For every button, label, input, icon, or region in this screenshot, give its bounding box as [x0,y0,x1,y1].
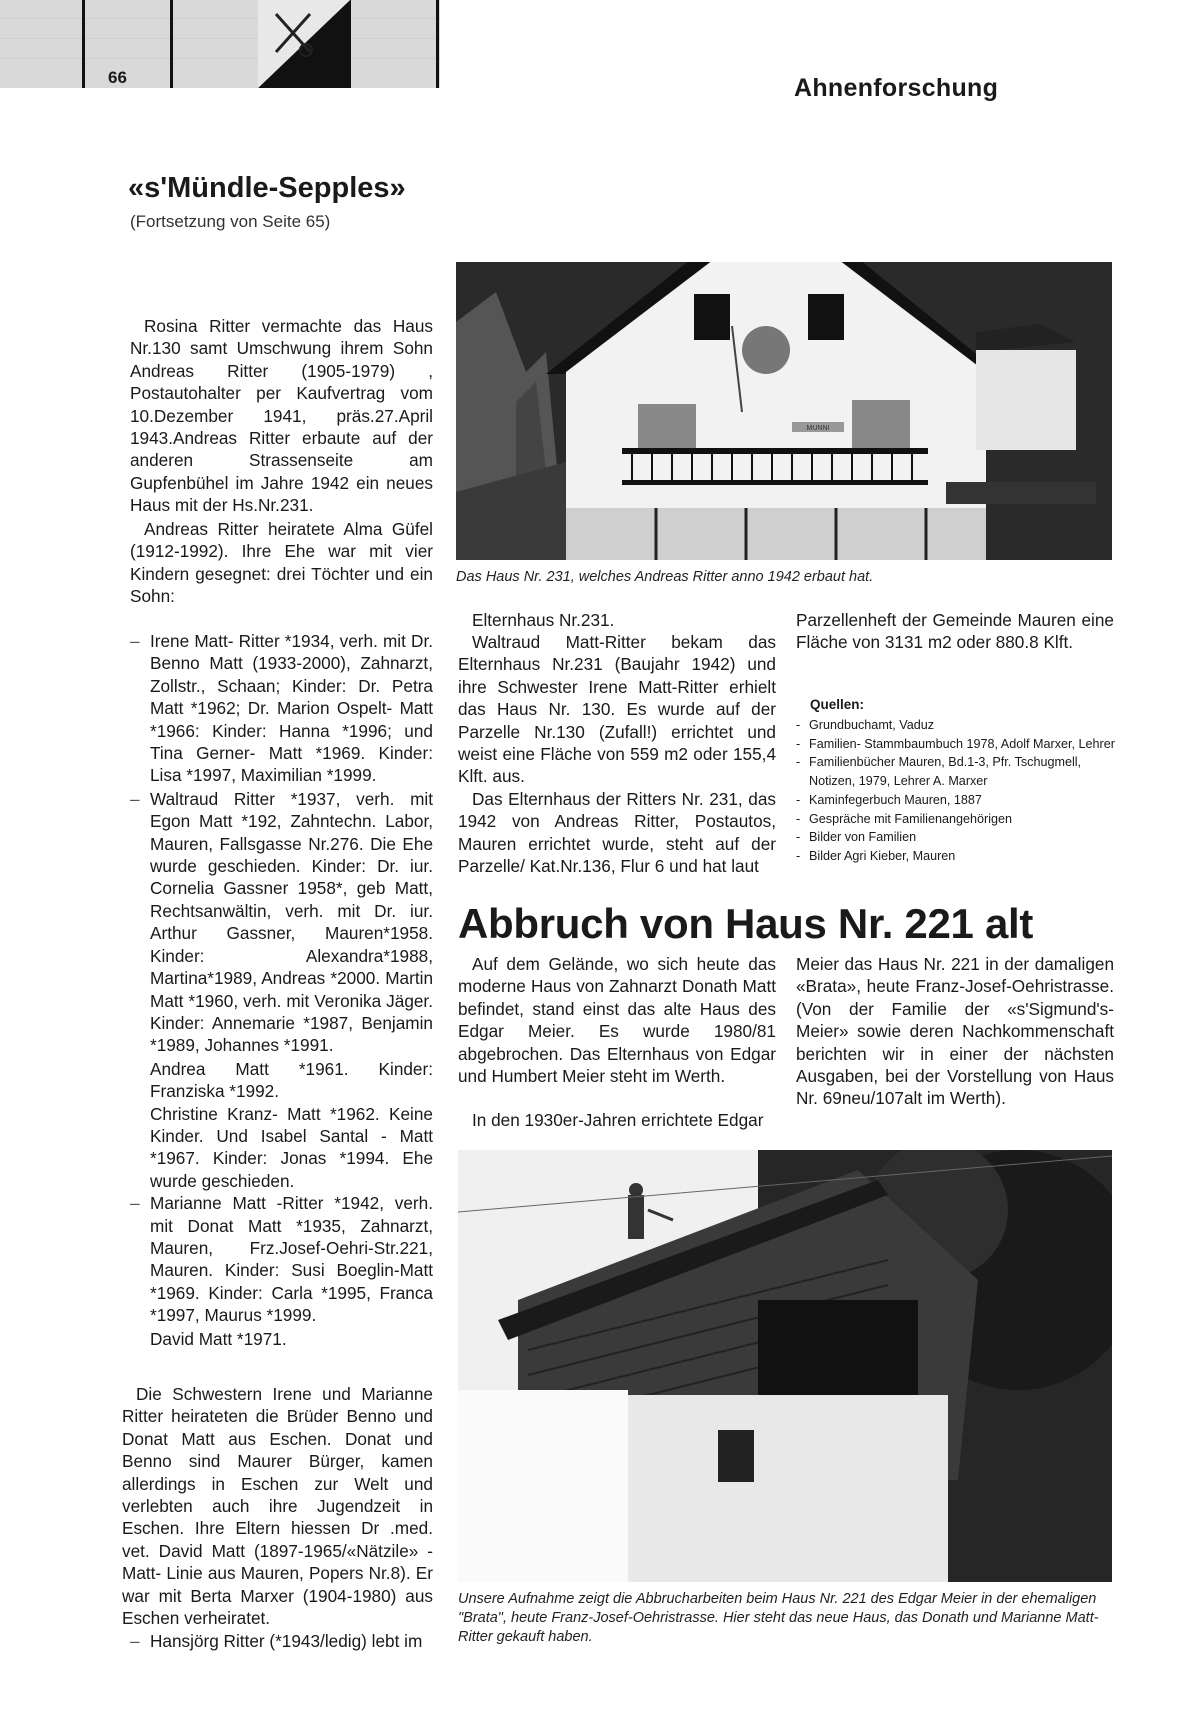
header-rule [0,38,440,39]
source-item: - Bilder Agri Kieber, Mauren [796,847,1118,866]
list-subitem: David Matt *1971. [150,1328,287,1349]
paragraph-middle-3: Das Elternhaus der Ritters Nr. 231, das 1942 von Andreas Ritter, Postautos, Mauren errichtet wurde, steht auf der Parzelle/ Kat.Nr.136, Flur 6 und hat laut [458,789,776,877]
children-list-continued [130,1630,433,1653]
paragraph-3: Die Schwestern Irene und Marianne Ritter heirateten die Brüder Benno und Donat Matt aus Eschen. Donat und Benno sind Maurer Bürger, kamen allerdings in Eschen zur Welt und verlebten auch ihre Jugendzeit in Eschen. Ihre Eltern hiessen Dr .med. vet. David Matt (1897-1965/«Nätzile» -Matt- Linie aus Mauren, Popers Nr.8). Er war mit Berta Marxer (1904-1980) aus Eschen verheiratet. [122,1384,433,1629]
house-sign: MUNNI [806,425,830,432]
source-item: - Bilder von Familien [796,828,1118,847]
header-divider [436,0,439,88]
paragraph-a2-middle-1: Auf dem Gelände, wo sich heute das moderne Haus von Zahnarzt Donath Matt befindet, stand einst das alte Haus des Edgar Meier. Es wurde 1980/81 abgebrochen. Das Elternhaus von Edgar und Humbert Meier steht im Werth. [458,954,776,1087]
paragraph-middle-2: Waltraud Matt-Ritter bekam das Elternhaus Nr.231 (Baujahr 1942) und ihre Schwester Irene Matt-Ritter erhielt das Haus Nr. 130. Es wurde auf der Parzelle Nr.130 (Zufall!) errichtet und weist eine Fläche von 559 m2 oder 155,4 Klft. aus. [458,632,776,787]
house-231-photo [456,262,1112,560]
list-item: – Irene Matt- Ritter *1934, verh. mit Dr. Benno Matt (1933-2000), Zahnarzt, Zollstr., Schaan; Kinder: Dr. Petra Matt *1962; Dr. Marion Ospelt- Matt *1966: Kinder: Hanna *1996; und Tina Gerner- Matt *1969. Kinder: Lisa *1997, Maximilian *1999. [130,630,433,787]
source-item: - Kaminfegerbuch Mauren, 1887 [796,791,1118,810]
page-number: 66 [108,68,127,87]
section-title: Ahnenforschung [794,74,999,102]
source-item: - Familien- Stammbaumbuch 1978, Adolf Marxer, Lehrer [796,735,1118,754]
paragraph-middle-1: Elternhaus Nr.231. [472,610,615,630]
paragraph-right-1: Parzellenheft der Gemeinde Mauren eine Fläche von 3131 m2 oder 880.8 Klft. [796,610,1114,653]
paragraph-1: Rosina Ritter vermachte das Haus Nr.130 samt Umschwung ihrem Sohn Andreas Ritter (1905-1979) , Postautohalter per Kaufvertrag vom 10.Dezember 1941, präs.27.April 1943.Andreas Ritter erbaute auf der anderen Strassenseite am Gupfenbühel im Jahre 1942 ein neues Haus mit der Hs.Nr.231. [130,316,433,516]
list-subitem: Christine Kranz- Matt *1962. Keine Kinder. Und Isabel Santal - Matt *1967. Kinder: Jonas *1994. Ehe wurde geschieden. [150,1103,433,1191]
paragraph-2: Andreas Ritter heiratete Alma Güfel (1912-1992). Ihre Ehe war mit vier Kindern gesegnet: drei Töchter und ein Sohn: [130,519,433,607]
article-2-title: Abbruch von Haus Nr. 221 alt [458,900,1034,947]
article-title: «s'Mündle-Sepples» [128,172,406,204]
demolition-photo [458,1150,1112,1582]
header-grid [0,0,440,88]
children-list [130,630,433,1350]
paragraph-a2-middle-2: In den 1930er-Jahren errichtete Edgar [472,1110,764,1130]
source-item: - Grundbuchamt, Vaduz [796,716,1118,735]
source-item: - Familienbücher Mauren, Bd.1-3, Pfr. Tschugmell, Notizen, 1979, Lehrer A. Marxer [796,753,1118,790]
header-rule [0,18,440,19]
header-rule [0,58,440,59]
list-item: – Marianne Matt -Ritter *1942, verh. mit Donat Matt *1935, Zahnarzt, Mauren, Frz.Josef-Oehri-Str.221, Mauren. Kinder: Susi Boeglin-Matt *1969. Kinder: Carla *1995, Franca *1997, Maurus *1999. [130,1192,433,1326]
photo-caption: Das Haus Nr. 231, welches Andreas Ritter anno 1942 erbaut hat. [456,569,874,585]
list-item: – Hansjörg Ritter (*1943/ledig) lebt im [130,1630,433,1652]
paragraph-a2-right-1: Meier das Haus Nr. 221 in der damaligen «Brata», heute Franz-Josef-Oehristrasse. (Von der Familie der «s'Sigmund's-Meier» sowie deren Nachkommenschaft berichten wir in einer der nächsten Ausgaben, bei der Vorstellung von Haus Nr. 69neu/107alt im Werth). [796,954,1114,1109]
list-item: – Waltraud Ritter *1937, verh. mit Egon Matt *192, Zahntechn. Labor, Mauren, Fallsgasse Nr.276. Die Ehe wurde geschieden. Kinder: Dr. iur. Cornelia Gassner 1958*, geb Matt, Rechtsanwältin, verh. mit Dr. iur. Arthur Gassner, Mauren*1958. Kinder: Alexandra*1988, Martina*1989, Andreas *2000. Martin Matt *1960, verh. mit Veronika Jäger. Kinder: Annemarie *1987, Benjamin *1989, Johannes *1991. [130,788,433,1057]
article-subtitle: (Fortsetzung von Seite 65) [130,212,331,231]
coat-of-arms-emblem [258,0,350,88]
header-divider [82,0,85,88]
sources-list [796,716,1118,866]
sources-heading: Quellen: [810,697,865,712]
list-subitem: Andrea Matt *1961. Kinder: Franziska *1992. [150,1058,433,1102]
source-item: - Gespräche mit Familienangehörigen [796,810,1118,829]
header-divider [170,0,173,88]
photo-2-caption: Unsere Aufnahme zeigt die Abbrucharbeiten beim Haus Nr. 221 des Edgar Meier in der ehemaligen "Brata", heute Franz-Josef-Oehristrasse. Hier steht das neue Haus, das Donath und Marianne Matt-Ritter gekauft haben. [458,1591,1099,1645]
